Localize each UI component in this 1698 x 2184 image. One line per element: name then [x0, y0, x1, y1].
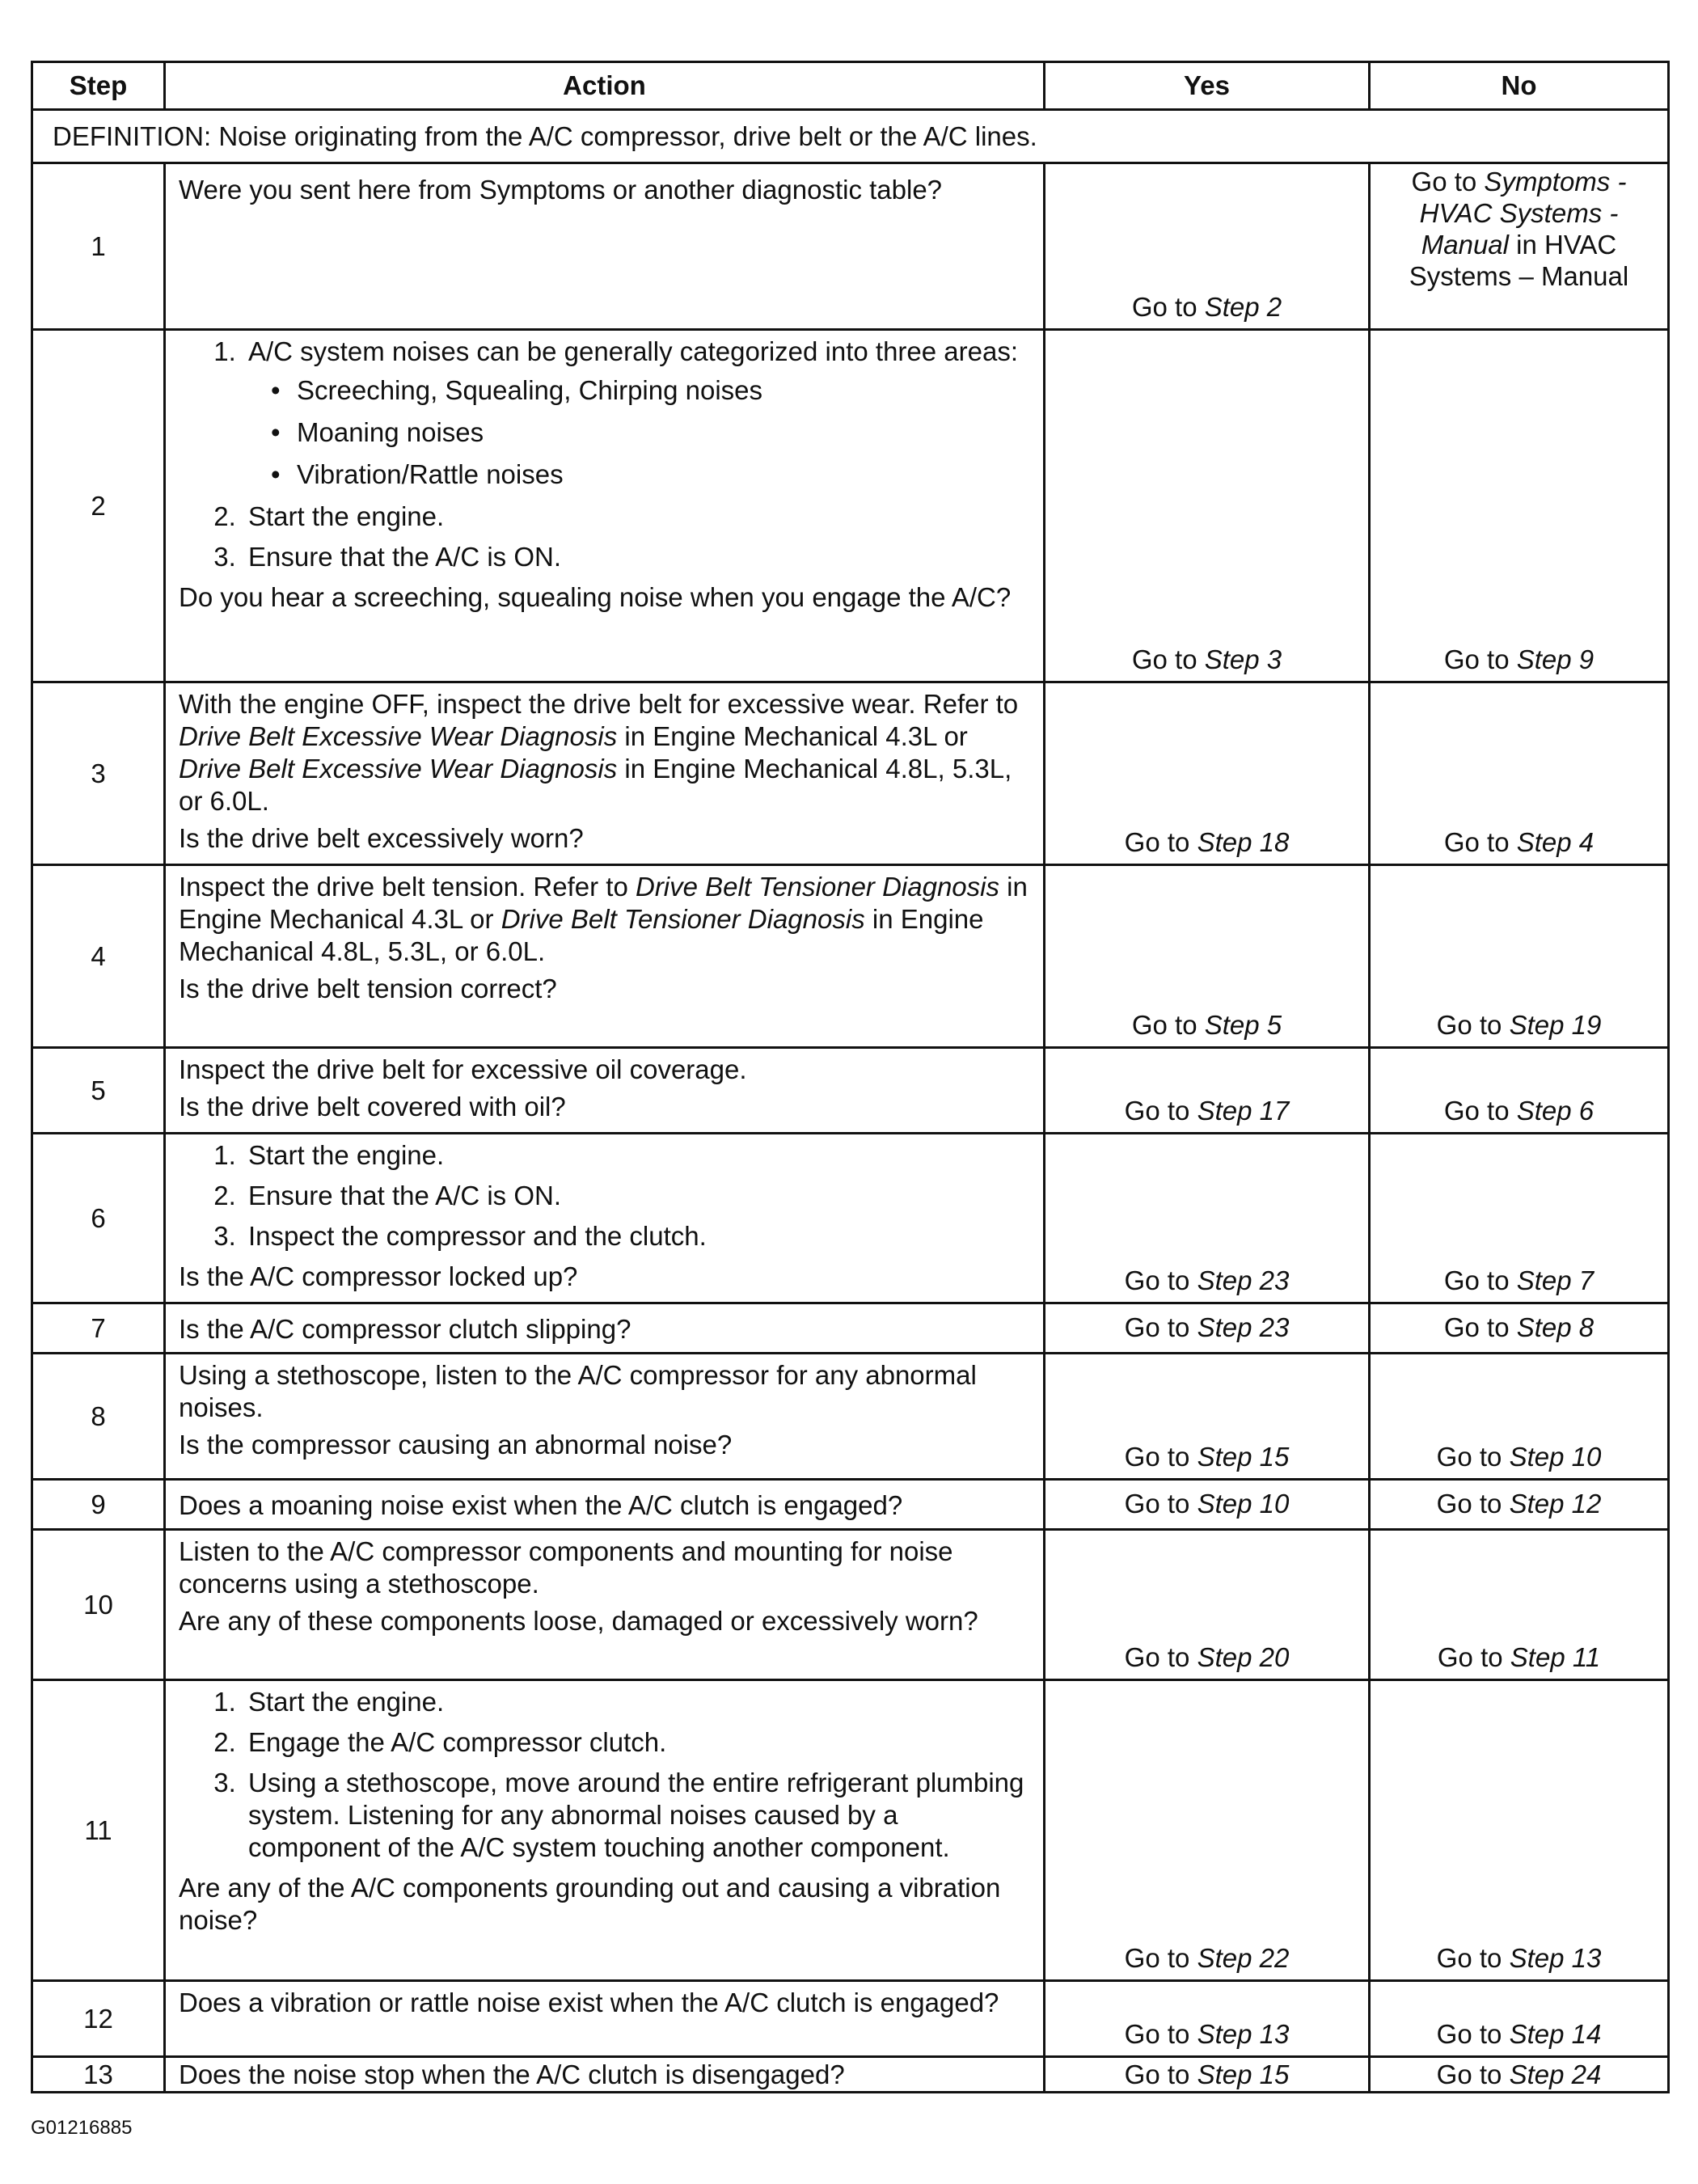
procedure-step: 1. Start the engine.: [243, 1139, 1030, 1172]
yes-cell: [1045, 1480, 1370, 1530]
action-cell: [165, 163, 1045, 330]
no-cell: [1370, 1354, 1669, 1480]
procedure-step: 1. Start the engine.: [243, 1686, 1030, 1718]
goto-prefix: Go to: [1124, 1096, 1197, 1126]
goto-prefix: Go to: [1124, 1642, 1197, 1672]
yes-step-ref: Step 18: [1197, 827, 1290, 857]
action-question: Are any of these components loose, damaged or excessively worn?: [179, 1606, 978, 1636]
table-row: [32, 865, 1669, 1048]
action-cell: [165, 1048, 1045, 1134]
no-cell: [1370, 682, 1669, 865]
goto-prefix: Go to: [1124, 1312, 1197, 1342]
yes-cell: [1045, 682, 1370, 865]
step-number: 13: [32, 2057, 165, 2093]
action-question: Is the drive belt covered with oil?: [179, 1092, 566, 1122]
procedure-steps: [179, 336, 1030, 573]
yes-cell: [1045, 1530, 1370, 1680]
action-cell: [165, 2057, 1045, 2093]
step-number: 2: [32, 330, 165, 682]
no-step-ref: Step 24: [1509, 2059, 1602, 2089]
table-row: [32, 1530, 1669, 1680]
goto-prefix: Go to: [1436, 1943, 1510, 1973]
procedure-step: 2. Ensure that the A/C is ON.: [243, 1180, 1030, 1212]
definition-row: [32, 110, 1669, 163]
yes-cell: [1045, 330, 1370, 682]
action-question: Do you hear a screeching, squealing noise when you engage the A/C?: [179, 582, 1012, 612]
yes-step-ref: Step 17: [1197, 1096, 1290, 1126]
yes-cell: [1045, 1680, 1370, 1981]
yes-cell: [1045, 1048, 1370, 1134]
header-yes: Yes: [1045, 62, 1370, 110]
no-step-ref: Step 10: [1509, 1442, 1602, 1472]
action-cell: [165, 330, 1045, 682]
no-cell: [1370, 1680, 1669, 1981]
no-text: in HVAC Systems – Manual: [1409, 230, 1629, 291]
action-question: Does a vibration or rattle noise exist when the A/C clutch is engaged?: [179, 1988, 999, 2017]
goto-prefix: Go to: [1443, 644, 1517, 674]
action-cell: [165, 682, 1045, 865]
no-step-ref: Step 14: [1509, 2019, 1602, 2049]
action-question: Are any of the A/C components grounding out and causing a vibration noise?: [179, 1873, 1001, 1935]
goto-prefix: Go to: [1436, 1488, 1510, 1519]
action-question: Does a moaning noise exist when the A/C clutch is engaged?: [179, 1489, 903, 1520]
action-instruction: Inspect the drive belt for excessive oil coverage.: [179, 1054, 747, 1084]
procedure-step: 3. Using a stethoscope, move around the entire refrigerant plumbing system. Listening for any abnormal noises caused by a component of the A/C system touching another component.: [243, 1767, 1030, 1864]
action-instruction: [179, 871, 1030, 968]
action-question: Is the A/C compressor locked up?: [179, 1261, 578, 1291]
step-number: 7: [32, 1303, 165, 1354]
procedure-step: 3. Inspect the compressor and the clutch.: [243, 1220, 1030, 1253]
no-cell: [1370, 1480, 1669, 1530]
goto-prefix: Go to: [1436, 2059, 1510, 2089]
action-question: Is the A/C compressor clutch slipping?: [179, 1313, 631, 1344]
procedure-ref: Drive Belt Excessive Wear Diagnosis: [179, 721, 618, 751]
yes-step-ref: Step 13: [1197, 2019, 1290, 2049]
table-row: [32, 1981, 1669, 2057]
no-cell: [1370, 1530, 1669, 1680]
goto-prefix: Go to: [1443, 1312, 1517, 1342]
yes-cell: [1045, 2057, 1370, 2093]
table-row: [32, 1048, 1669, 1134]
yes-cell: [1045, 865, 1370, 1048]
goto-prefix: Go to: [1443, 1265, 1517, 1295]
step-number: 11: [32, 1680, 165, 1981]
action-cell: [165, 865, 1045, 1048]
yes-step-ref: Step 15: [1197, 1442, 1290, 1472]
goto-prefix: Go to: [1124, 1488, 1197, 1519]
step-number: 9: [32, 1480, 165, 1530]
header-step: Step: [32, 62, 165, 110]
action-cell: [165, 1303, 1045, 1354]
no-step-ref: Step 19: [1509, 1010, 1602, 1040]
step-number: 5: [32, 1048, 165, 1134]
no-step-ref: Step 6: [1516, 1096, 1595, 1126]
no-step-ref: Step 11: [1510, 1642, 1601, 1672]
step-number: 10: [32, 1530, 165, 1680]
header-action: Action: [165, 62, 1045, 110]
procedure-steps: [179, 1139, 1030, 1253]
step-number: 8: [32, 1354, 165, 1480]
definition-text: DEFINITION: Noise originating from the A/C compressor, drive belt or the A/C lines.: [32, 110, 1669, 163]
step-number: 4: [32, 865, 165, 1048]
yes-cell: [1045, 1354, 1370, 1480]
no-step-ref: Step 4: [1516, 827, 1595, 857]
procedure-step: 3. Ensure that the A/C is ON.: [243, 541, 1030, 573]
yes-cell: [1045, 1303, 1370, 1354]
procedure-ref: Drive Belt Excessive Wear Diagnosis: [179, 754, 618, 784]
yes-step-ref: Step 10: [1197, 1488, 1290, 1519]
diagnostic-table: [31, 61, 1670, 2093]
action-instruction: Listen to the A/C compressor components and mounting for noise concerns using a stethoscope.: [179, 1536, 953, 1599]
action-cell: [165, 1981, 1045, 2057]
action-cell: [165, 1480, 1045, 1530]
procedure-step-text: A/C system noises can be generally categorized into three areas:: [248, 336, 1019, 366]
action-cell: [165, 1354, 1045, 1480]
no-cell: [1370, 2057, 1669, 2093]
yes-step-ref: Step 22: [1197, 1943, 1290, 1973]
instruction-text: With the engine OFF, inspect the drive belt for excessive wear. Refer to: [179, 689, 1019, 719]
table-row: [32, 682, 1669, 865]
step-number: 3: [32, 682, 165, 865]
instruction-text: in Engine Mechanical 4.8L, 5.3L, or 6.0L.: [179, 754, 1012, 816]
procedure-ref: Drive Belt Tensioner Diagnosis: [635, 872, 999, 902]
action-instruction: Using a stethoscope, listen to the A/C compressor for any abnormal noises.: [179, 1360, 977, 1422]
goto-prefix: Go to: [1124, 2019, 1197, 2049]
table-row: [32, 163, 1669, 330]
category-item: • Screeching, Squealing, Chirping noises: [292, 374, 1030, 407]
category-item: • Vibration/Rattle noises: [292, 458, 1030, 491]
goto-prefix: Go to: [1436, 2019, 1510, 2049]
yes-cell: [1045, 163, 1370, 330]
procedure-step: 2. Engage the A/C compressor clutch.: [243, 1726, 1030, 1759]
action-question: Is the compressor causing an abnormal noise?: [179, 1430, 733, 1460]
goto-prefix: Go to: [1124, 2059, 1197, 2089]
no-manual-ref: Symptoms - HVAC Systems - Manual: [1419, 167, 1627, 260]
no-cell: [1370, 1134, 1669, 1303]
step-number: 12: [32, 1981, 165, 2057]
yes-cell: [1045, 1134, 1370, 1303]
action-question: Is the drive belt tension correct?: [179, 974, 557, 1003]
yes-cell: [1045, 1981, 1370, 2057]
no-cell: [1370, 163, 1669, 330]
step-number: 1: [32, 163, 165, 330]
category-item: • Moaning noises: [292, 416, 1030, 449]
goto-prefix: Go to: [1124, 1943, 1197, 1973]
table-row: [32, 1303, 1669, 1354]
action-cell: [165, 1530, 1045, 1680]
instruction-text: in Engine Mechanical 4.3L or: [179, 872, 1028, 934]
procedure-step: 2. Start the engine.: [243, 501, 1030, 533]
goto-prefix: Go to: [1124, 1442, 1197, 1472]
no-cell: [1370, 330, 1669, 682]
table-row: [32, 1134, 1669, 1303]
yes-step-ref: Step 23: [1197, 1312, 1290, 1342]
no-step-ref: Step 13: [1509, 1943, 1602, 1973]
no-step-ref: Step 7: [1516, 1265, 1595, 1295]
no-cell: [1370, 1303, 1669, 1354]
goto-prefix: Go to: [1437, 1642, 1510, 1672]
yes-step-ref: Step 15: [1197, 2059, 1290, 2089]
no-step-ref: Step 8: [1516, 1312, 1595, 1342]
goto-prefix: Go to: [1443, 827, 1517, 857]
goto-prefix: Go to: [1443, 1096, 1517, 1126]
procedure-step: [243, 336, 1030, 491]
goto-prefix: Go to: [1124, 827, 1197, 857]
action-cell: [165, 1134, 1045, 1303]
table-row: [32, 1680, 1669, 1981]
yes-step-ref: Step 3: [1204, 644, 1282, 674]
table-row: [32, 2057, 1669, 2093]
table-row: [32, 330, 1669, 682]
table-row: [32, 1480, 1669, 1530]
no-cell: [1370, 1048, 1669, 1134]
goto-prefix: Go to: [1436, 1442, 1510, 1472]
no-cell: [1370, 1981, 1669, 2057]
noise-categories: [248, 374, 1030, 491]
procedure-steps: [179, 1686, 1030, 1864]
yes-step-ref: Step 23: [1197, 1265, 1290, 1295]
yes-step-ref: Step 2: [1204, 292, 1282, 322]
yes-step-ref: Step 20: [1197, 1642, 1290, 1672]
instruction-text: in Engine Mechanical 4.3L or: [617, 721, 968, 751]
no-text: Go to: [1411, 167, 1485, 196]
yes-step-ref: Step 5: [1204, 1010, 1282, 1040]
goto-prefix: Go to: [1124, 1265, 1197, 1295]
goto-prefix: Go to: [1131, 1010, 1205, 1040]
action-question: Were you sent here from Symptoms or another diagnostic table?: [179, 175, 943, 205]
header-no: No: [1370, 62, 1669, 110]
action-question: Does the noise stop when the A/C clutch is disengaged?: [179, 2059, 845, 2089]
instruction-text: Inspect the drive belt tension. Refer to: [179, 872, 636, 902]
no-step-ref: Step 12: [1509, 1488, 1602, 1519]
figure-id: G01216885: [31, 2117, 133, 2139]
header-row: [32, 62, 1669, 110]
action-cell: [165, 1680, 1045, 1981]
goto-prefix: Go to: [1131, 292, 1205, 322]
action-question: Is the drive belt excessively worn?: [179, 823, 584, 853]
step-number: 6: [32, 1134, 165, 1303]
goto-prefix: Go to: [1436, 1010, 1510, 1040]
no-step-ref: Step 9: [1516, 644, 1595, 674]
action-instruction: [179, 688, 1030, 817]
table-row: [32, 1354, 1669, 1480]
instruction-text: in Engine Mechanical 4.8L, 5.3L, or 6.0L.: [179, 904, 984, 966]
procedure-ref: Drive Belt Tensioner Diagnosis: [501, 904, 865, 934]
goto-prefix: Go to: [1131, 644, 1205, 674]
no-cell: [1370, 865, 1669, 1048]
